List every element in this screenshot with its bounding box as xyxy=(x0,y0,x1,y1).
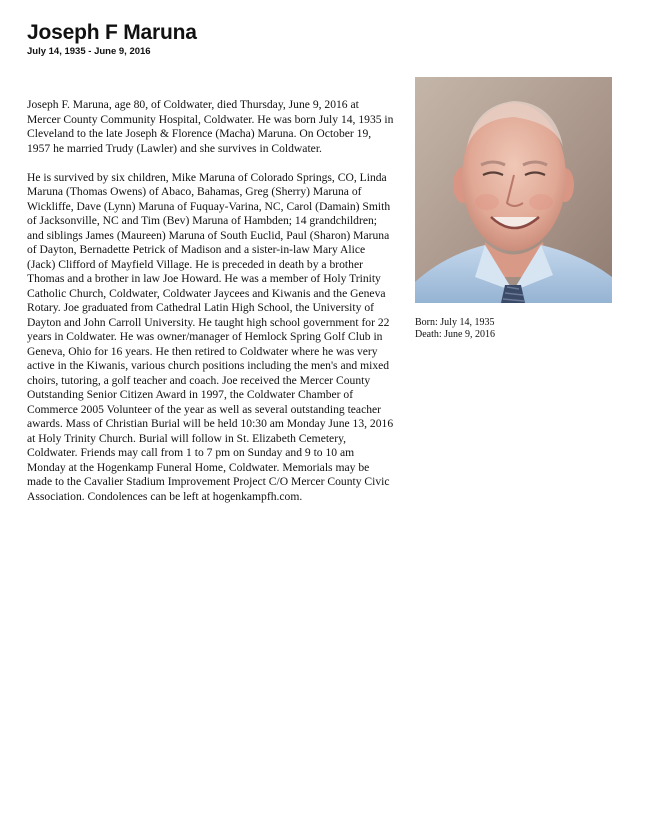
life-dates-caption xyxy=(415,317,495,341)
life-dates: July 14, 1935 - June 9, 2016 xyxy=(27,46,151,57)
obituary-text xyxy=(27,98,395,519)
obituary-paragraph: Joseph F. Maruna, age 80, of Coldwater, died Thursday, June 9, 2016 at Mercer County Community Hospital, Coldwater. He was born July 14, 1935 in Cleveland to the late Joseph & Florence (Macha) Maruna. On October 19, 1957 he married Trudy (Lawler) and she survives in Coldwater. xyxy=(27,98,394,155)
portrait-photo xyxy=(415,77,612,303)
page-title: Joseph F Maruna xyxy=(27,21,197,44)
death-date: Death: June 9, 2016 xyxy=(415,329,495,340)
obituary-paragraph: He is survived by six children, Mike Maruna of Colorado Springs, CO, Linda Maruna (Thomas Owens) of Abaco, Bahamas, Greg (Sherry) Maruna of Wickliffe, Dave (Lynn) Maruna of Fuquay-Varina, NC, Carol (Damain) Smith of Jacksonville, NC and Tim (Bev) Maruna of Hambden; 14 grandchildren; and siblings James (Maureen) Maruna of South Euclid, Paul (Sharon) Maruna of Dayton, Bernadette Petrick of Madison and a sister-in-law Mary Alice (Jack) Clifford of Mayfield Village. He is preceded in death by a brother Thomas and a brother in law Joe Howard. He was a member of Holy Trinity Catholic Church, Coldwater, Coldwater Jaycees and Kiwanis and the Geneva Rotary. Joe graduated from Cathedral Latin High School, the University of Dayton and John Carroll University. He taught high school government for 22 years in Coldwater. He was owner/manager of Hemlock Spring Golf Club in Geneva, Ohio for 16 years. He then retired to Coldwater where he was very active in the Kiwanis, various church positions including the men's and mixed choirs, tutoring, a golf teacher and coach. Joe received the Mercer County Outstanding Senior Citizen Award in 1997, the Coldwater Chamber of Commerce 2005 Volunteer of the year as well as several outstanding teacher awards. Mass of Christian Burial will be held 10:30 am Monday June 13, 2016 at Holy Trinity Church. Burial will follow in St. Elizabeth Cemetery, Coldwater. Friends may call from 1 to 7 pm on Sunday and 9 to 10 am Monday at the Hogenkamp Funeral Home, Coldwater. Memorials may be made to the Cavalier Stadium Improvement Project C/O Mercer County Civic Association. Condolences can be left at hogenkampfh.com. xyxy=(27,170,394,503)
portrait-illustration xyxy=(415,77,612,303)
born-date: Born: July 14, 1935 xyxy=(415,317,495,328)
